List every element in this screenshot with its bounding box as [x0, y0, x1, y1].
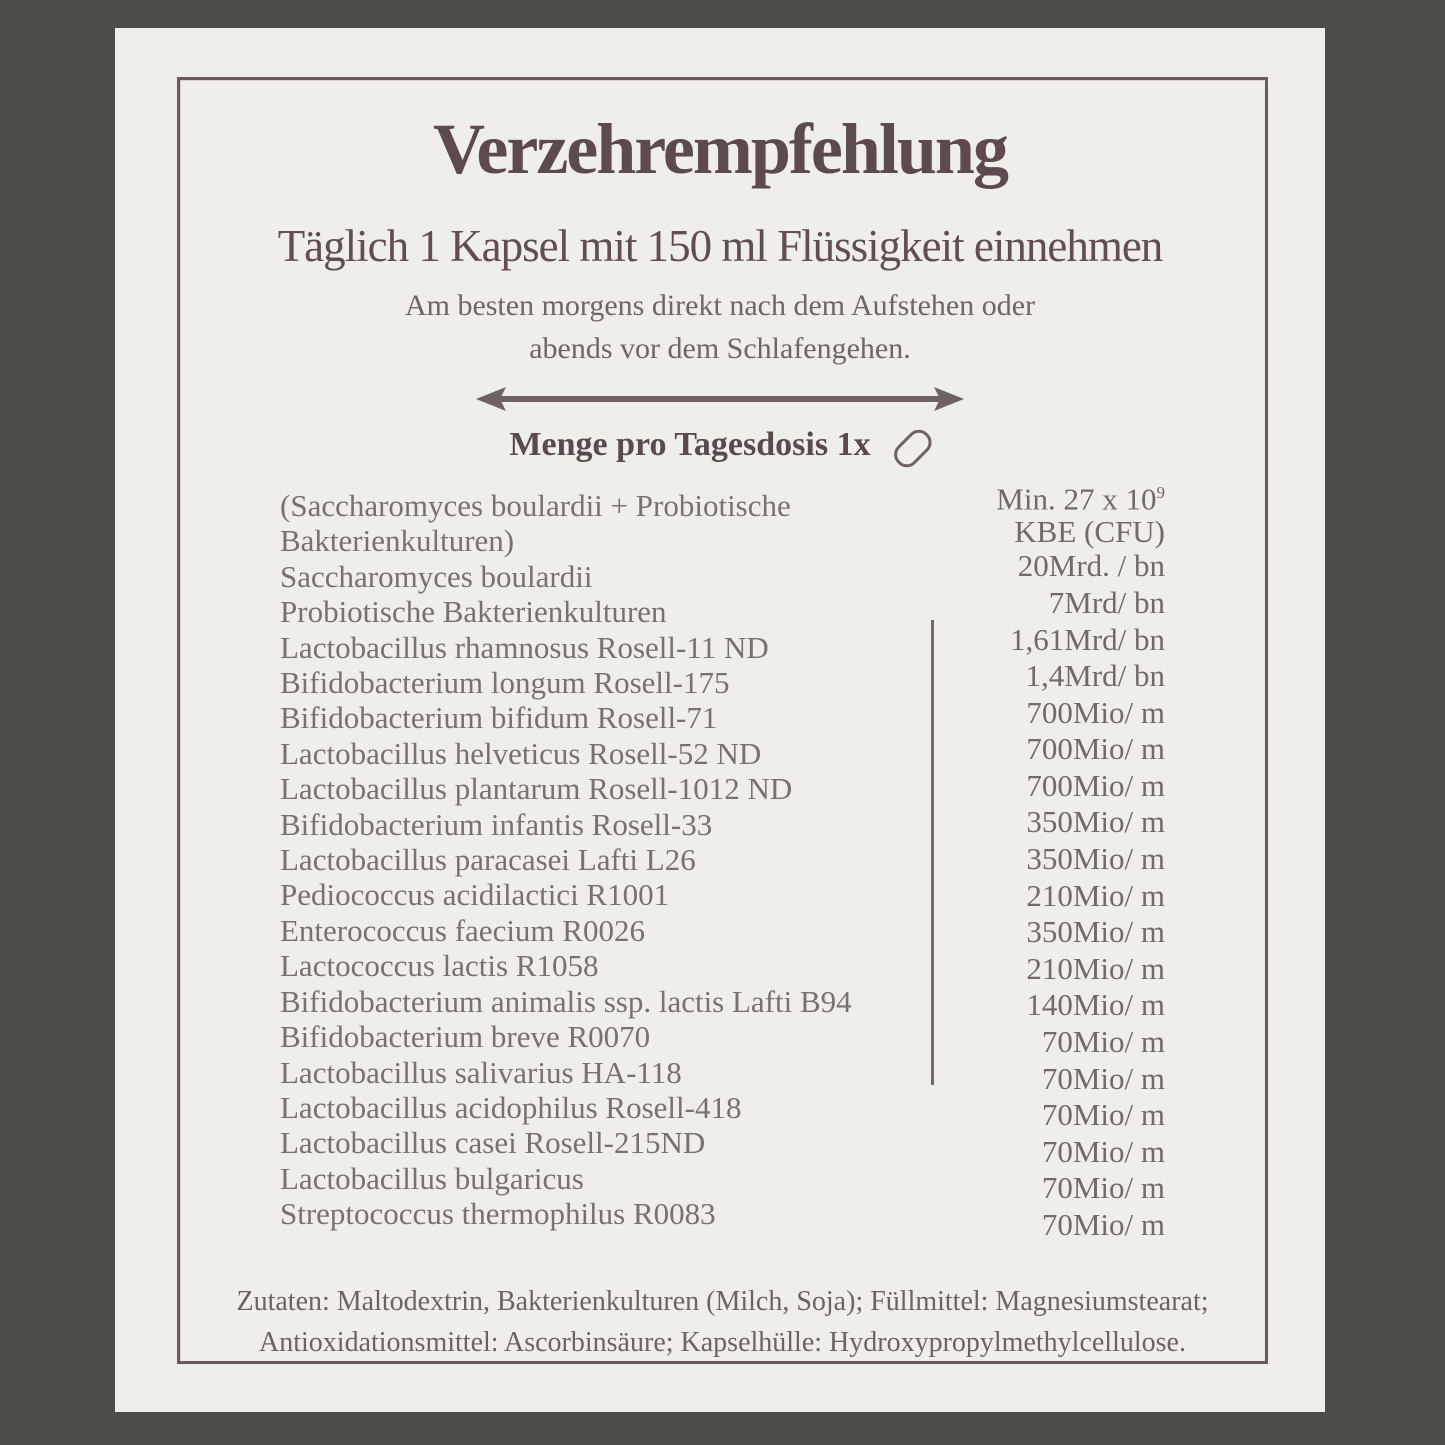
- ingredient-amount: 7Mrd/ bn: [1048, 584, 1165, 620]
- ingredient-name: Lactobacillus rhamnosus Rosell-11 ND: [280, 629, 769, 665]
- ingredient-name: Bifidobacterium infantis Rosell-33: [280, 806, 713, 842]
- ingredient-amount-column: [905, 476, 1165, 1244]
- ingredient-amount: 70Mio/ m: [1041, 1207, 1165, 1243]
- double-arrow-icon: [476, 384, 964, 414]
- ingredient-name: Enterococcus faecium R0026: [280, 912, 645, 948]
- ingredient-amount: 700Mio/ m: [1026, 767, 1165, 803]
- ingredient-name: Lactobacillus bulgaricus: [280, 1160, 584, 1196]
- ingredient-amount: 350Mio/ m: [1026, 841, 1165, 877]
- ingredient-name: Lactobacillus acidophilus Rosell-418: [280, 1089, 742, 1125]
- ingredient-name: Streptococcus thermophilus R0083: [280, 1196, 716, 1232]
- ingredient-amount: 210Mio/ m: [1026, 877, 1165, 913]
- ingredient-name: Bifidobacterium animalis ssp. lactis Lafti B94: [280, 983, 852, 1019]
- ingredient-name: Saccharomyces boulardii: [280, 558, 593, 594]
- ingredients-footnote-line1: Zutaten: Maltodextrin, Bakterienkulturen (Milch, Soja); Füllmittel: Magnesiumstearat;: [236, 1286, 1209, 1317]
- ingredient-name: Lactobacillus paracasei Lafti L26: [280, 842, 696, 878]
- total-amount-base: Min. 27 x 10: [996, 481, 1157, 517]
- ingredient-amount: 140Mio/ m: [1026, 987, 1165, 1023]
- timing-note: [115, 284, 1325, 370]
- total-row-name: [280, 488, 940, 559]
- page-title: Verzehrempfehlung: [433, 109, 1007, 189]
- ingredient-amount: 70Mio/ m: [1041, 1133, 1165, 1169]
- ingredient-name-column: [280, 488, 940, 1232]
- ingredient-name: Bifidobacterium longum Rosell-175: [280, 665, 730, 701]
- ingredient-amount: 20Mrd. / bn: [1017, 548, 1165, 584]
- ingredient-amount: 700Mio/ m: [1026, 731, 1165, 767]
- dose-arrow-row: [115, 384, 1325, 419]
- ingredients-footnote: [177, 1281, 1268, 1363]
- ingredient-name: Pediococcus acidilactici R1001: [280, 877, 670, 913]
- ingredient-name: Lactobacillus plantarum Rosell-1012 ND: [280, 771, 793, 807]
- label-card: [115, 28, 1325, 1412]
- ingredient-amount: 70Mio/ m: [1041, 1024, 1165, 1060]
- ingredient-name: Lactobacillus helveticus Rosell-52 ND: [280, 735, 762, 771]
- total-row-amount: [905, 476, 1165, 548]
- capsule-icon: [889, 425, 936, 472]
- ingredient-amount: 70Mio/ m: [1041, 1170, 1165, 1206]
- total-amount-unit: KBE (CFU): [1014, 514, 1165, 550]
- ingredient-amount: 350Mio/ m: [1026, 914, 1165, 950]
- ingredient-amount: 350Mio/ m: [1026, 804, 1165, 840]
- ingredient-amount: 700Mio/ m: [1026, 694, 1165, 730]
- total-row-name-line1: (Saccharomyces boulardii + Probiotische: [280, 488, 791, 523]
- ingredient-name-list: [280, 559, 940, 1232]
- column-divider-line: [931, 620, 934, 1085]
- ingredient-name: Bifidobacterium bifidum Rosell-71: [280, 700, 718, 736]
- ingredient-amount: 70Mio/ m: [1041, 1060, 1165, 1096]
- ingredient-amount: 1,61Mrd/ bn: [1010, 621, 1165, 657]
- ingredient-name: Probiotische Bakterienkulturen: [280, 594, 667, 630]
- total-row-name-line2: Bakterienkulturen): [280, 523, 515, 559]
- ingredient-amount: 70Mio/ m: [1041, 1097, 1165, 1133]
- dose-label-row: [115, 426, 1325, 464]
- ingredient-amount: 1,4Mrd/ bn: [1025, 658, 1165, 694]
- total-amount-exponent: 9: [1156, 483, 1165, 502]
- dose-label: Menge pro Tagesdosis 1x: [509, 426, 871, 463]
- ingredient-name: Lactococcus lactis R1058: [280, 948, 599, 984]
- timing-note-line2: abends vor dem Schlafengehen.: [529, 332, 911, 365]
- timing-note-line1: Am besten morgens direkt nach dem Aufstehen oder: [404, 289, 1036, 322]
- ingredient-amount-list: [905, 548, 1165, 1243]
- ingredient-name: Lactobacillus salivarius HA-118: [280, 1054, 682, 1090]
- ingredient-amount: 210Mio/ m: [1026, 950, 1165, 986]
- ingredients-footnote-line2: Antioxidationsmittel: Ascorbinsäure; Kapselhülle: Hydroxypropylmethylcellulose.: [259, 1327, 1186, 1358]
- dosage-subtitle: Täglich 1 Kapsel mit 150 ml Flüssigkeit einnehmen: [277, 221, 1163, 271]
- ingredient-name: Lactobacillus casei Rosell-215ND: [280, 1125, 706, 1161]
- ingredient-name: Bifidobacterium breve R0070: [280, 1019, 651, 1055]
